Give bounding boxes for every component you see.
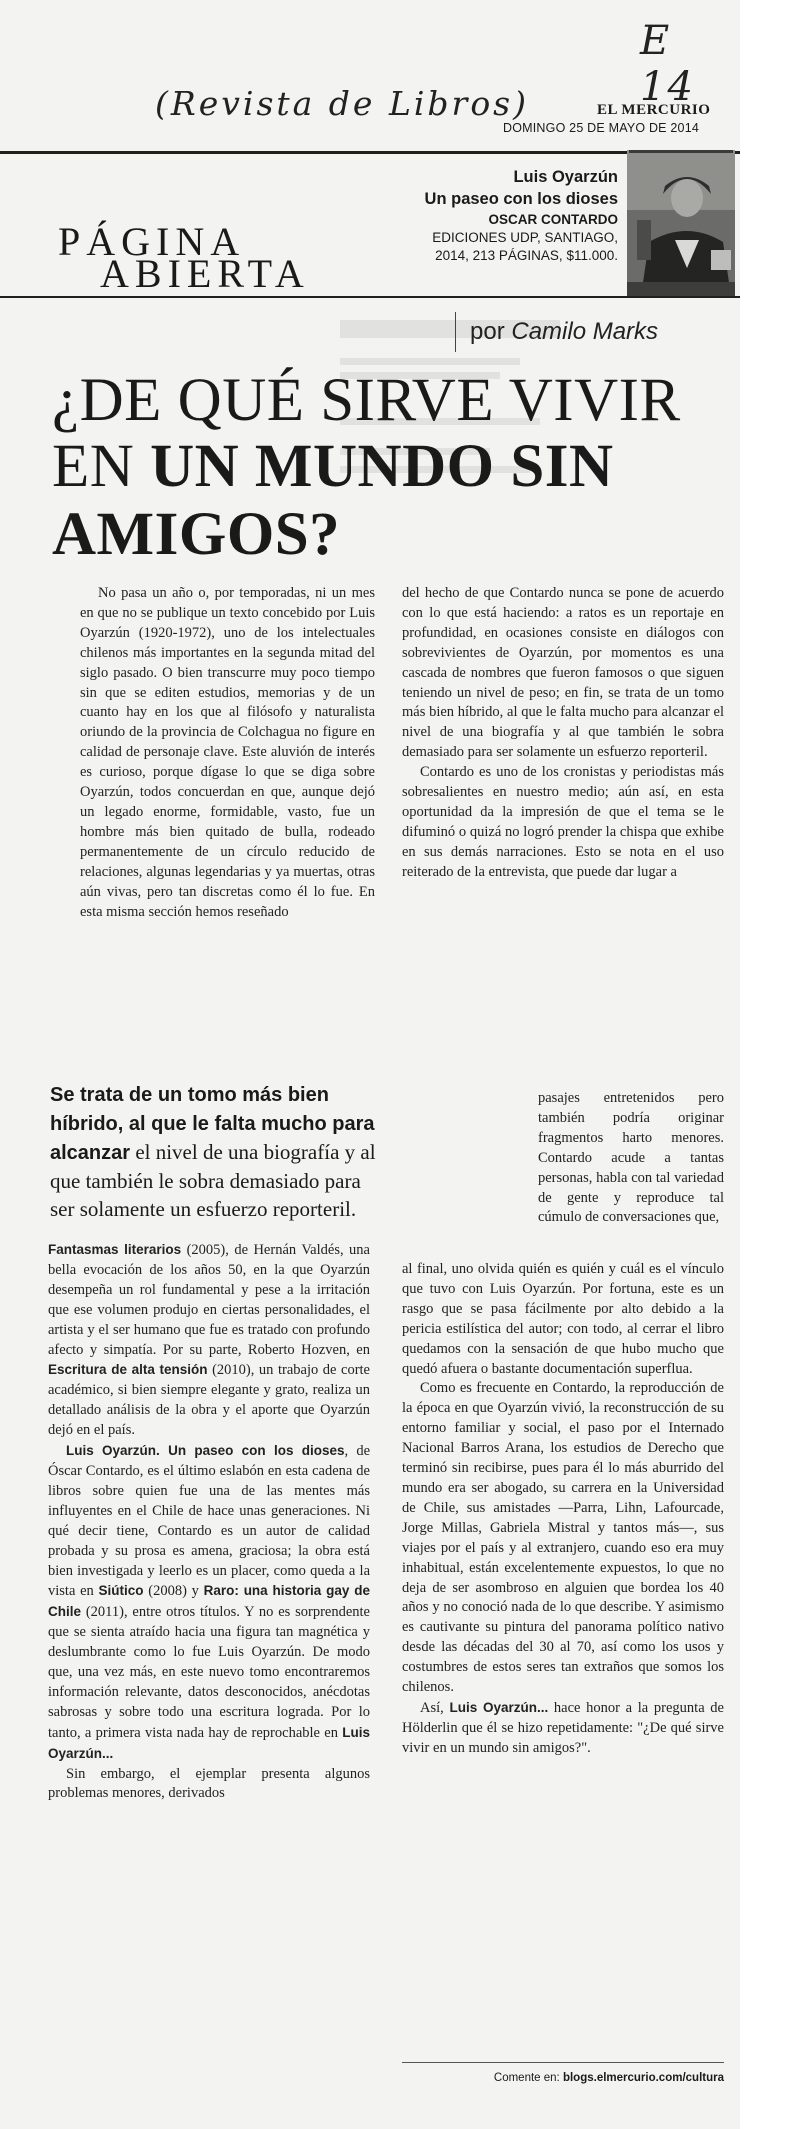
footer-comment: [402, 2072, 724, 2084]
section-title-line1: PÁGINA: [58, 219, 246, 264]
body-paragraph: No pasa un año o, por temporadas, ni un mes en que no se publique un texto concebido por Luis Oyarzún (1920-1972), uno de los intelectuales chilenos más importantes en la segunda mitad del siglo pasado. O bien transcurre muy poco tiempo sin que se editen estudios, memorias y de un cuanto hay en los que al filósofo y naturalista oriundo de la provincia de Colchagua no figure en calidad de personaje clave. Este aluvión de interés es curioso, porque dígase lo que se diga sobre Oyarzún, todos concuerdan en que, aunque dejó un legado enorme, formidable, vasto, fue un hombre más bien quitado de bulla, rodeado permanentemente de un círculo reducido de relaciones, algunas legendarias y ya muertas, otras aún vivas, pero tan discretas como él lo fue. En esta misma sección hemos reseñado: [80, 585, 375, 920]
book-publisher-line1: EDICIONES UDP, SANTIAGO,: [432, 230, 618, 245]
headline-line2: [52, 432, 614, 502]
headline-line2-bold: UN MUNDO SIN: [150, 433, 614, 500]
book-reference: Fantasmas literarios: [48, 1242, 182, 1257]
body-paragraph: al final, uno olvida quién es quién y cuál es el vínculo que tuvo con Luis Oyarzún. Por fortuna, este es un rasgo que se pasa fácilmente por alto debido a la pericia estilística del autor; con todo, al cerrar el libro quedamos con la sensación de que hubo mucho que quedó afuera o bastante documentación superflua.: [402, 1261, 724, 1377]
book-publisher-line2: 2014, 213 PÁGINAS, $11.000.: [435, 248, 618, 263]
pull-quote: [50, 1080, 390, 1223]
body-paragraph: Luis Oyarzún. Un paseo con los dioses, de Óscar Contardo, es el último eslabón en esta cadena de libros sobre quien fue una de las mentes más influyentes en el Chile de hace unas generaciones. Ni qué decir tiene, Contardo es un autor de calidad probada y su prosa es amena, graciosa; la obra está bien investigada y leerlo es un placer, como queda a la vista en Siútico (2008) y Raro: una historia gay de Chile (2011), entre otros títulos. Y no es sorprendente que se sienta atraído hacia una figura tan magnética y deslumbrante como lo fue Luis Oyarzún. De modo que, una vez más, en este nuevo tomo encontraremos información relevante, datos desconocidos, anécdotas sabrosas y sobre todo una escritura lograda. Por lo tanto, a primera vista nada hay de reprochable en Luis Oyarzún...: [48, 1443, 371, 1761]
body-paragraph: Así, Luis Oyarzún... hace honor a la pregunta de Hölderlin que él se hizo repetidamente: "¿De qué sirve vivir en un mundo sin amigos?".: [402, 1699, 724, 1756]
byline-prefix: por: [470, 318, 505, 345]
book-author: Luis Oyarzún: [513, 168, 618, 186]
author-photo: [627, 150, 735, 296]
byline-author: Camilo Marks: [511, 318, 659, 345]
book-editor: OSCAR CONTARDO: [488, 212, 618, 227]
section-title-line2: ABIERTA: [100, 251, 310, 296]
article-left-column-top: [80, 584, 375, 922]
footer-rule: [402, 2062, 724, 2063]
article-right-column-top: [402, 584, 724, 883]
book-reference: Luis Oyarzún. Un paseo con los dioses: [66, 1443, 345, 1459]
article-right-column-narrow: [538, 1089, 724, 1228]
byline-divider: [455, 312, 456, 352]
issue-date: DOMINGO 25 DE MAYO DE 2014: [503, 121, 699, 135]
headline-line2-light: EN: [52, 433, 151, 500]
book-reference: Escritura de alta tensión: [48, 1362, 208, 1378]
pull-quote-bold: Se trata de un tomo más bien híbrido, al que le falta mucho para alcanzar: [50, 1084, 375, 1164]
book-reference: Siútico: [98, 1583, 144, 1599]
body-paragraph: Como es frecuente en Contardo, la reproducción de la época en que Oyarzún vivió, la reconstrucción de su entorno familiar y social, el paso por el Internado Nacional Barros Arana, los estudios de Derecho que terminó sin recibirse, pues para él lo más aburrido del mundo era ser abogado, su carrera en la Universidad de Chile, sus amistades —Parra, Lihn, Lafourcade, Jorge Millas, Gabriela Mistral y tantos más—, sus viajes por el país y al extranjero, cuando eso era muy inhabitual, están excelentemente expuestos, lo que no deja de ser asombroso en alguien que bordea los 40 años y no conoció nada de lo que describe. Y asimismo es cautivante su pintura del panorama político nativo desde las décadas del 30 al 70, así como los usos y costumbres de estos seres tan extraños que somos los chilenos.: [402, 1380, 724, 1696]
author-portrait-image: [627, 150, 735, 296]
footer-label: Comente en:: [493, 2072, 560, 2084]
book-reference: Luis Oyarzún...: [449, 1699, 549, 1715]
article-right-column-bottom: [402, 1260, 724, 1759]
book-reference: Luis Oyarzún...: [48, 1724, 370, 1761]
book-reference: Raro: una historia gay de Chile: [48, 1583, 370, 1620]
headline-line3: AMIGOS?: [52, 501, 341, 568]
body-paragraph: Sin embargo, el ejemplar presenta algunos problemas menores, derivados: [48, 1765, 370, 1802]
footer-blog-link[interactable]: blogs.elmercurio.com/cultura: [562, 2072, 724, 2084]
body-paragraph: Fantasmas literarios (2005), de Hernán Valdés, una bella evocación de los años 50, en la que Oyarzún desempeña un rol fundamental y pese a la irritación que ese volumen produjo en ciertas personalidades, el artista y el ser humano que fue es tratado con profundo afecto y simpatía. Por su parte, Roberto Hozven, en Escritura de alta tensión (2010), un trabajo de corte académico, si bien siempre elegante y grato, realiza un detallado análisis de la obra y el aporte que Oyarzún dejó en el país.: [48, 1242, 370, 1439]
article-left-column-bottom: [48, 1240, 370, 1804]
handwritten-page-ref: E 14: [640, 18, 695, 110]
handwritten-publication-note: (Revista de Libros): [155, 84, 529, 123]
newspaper-name: EL MERCURIO: [597, 102, 711, 118]
body-paragraph: Contardo es uno de los cronistas y periodistas más sobresalientes en nuestro medio; aún así, en esta oportunidad da la impresión de que el tema se le difuminó o quizá no logró prender la chispa que exhibe en sus demás narraciones. Esto se nota en el uso reiterado de la entrevista, que puede dar lugar a: [402, 764, 724, 880]
body-paragraph: pasajes entretenidos pero también podría originar fragmentos harto menores. Contardo acude a tantas personas, habla con tal variedad de gente y reproduce tal cúmulo de conversaciones que,: [538, 1090, 724, 1226]
pull-quote-normal: el nivel de una biografía y al que también le sobra demasiado para ser solamente un esfuerzo reporteril.: [50, 1140, 376, 1221]
book-title: Un paseo con los dioses: [424, 190, 618, 208]
headline-line1: ¿DE QUÉ SIRVE VIVIR: [52, 367, 681, 434]
byline: [470, 318, 658, 346]
body-paragraph: del hecho de que Contardo nunca se pone de acuerdo con lo que está haciendo: a ratos es un reportaje en profundidad, en ocasiones consiste en diálogos con sobrevivientes de Oyarzún, por momentos es una cascada de nombres que fueron famosos o que siguen teniendo un nivel de peso; en fin, se trata de un tomo más bien híbrido, al que le falta mucho para alcanzar el nivel de una biografía y al que también le sobra demasiado para ser solamente un esfuerzo reporteril.: [402, 585, 724, 761]
